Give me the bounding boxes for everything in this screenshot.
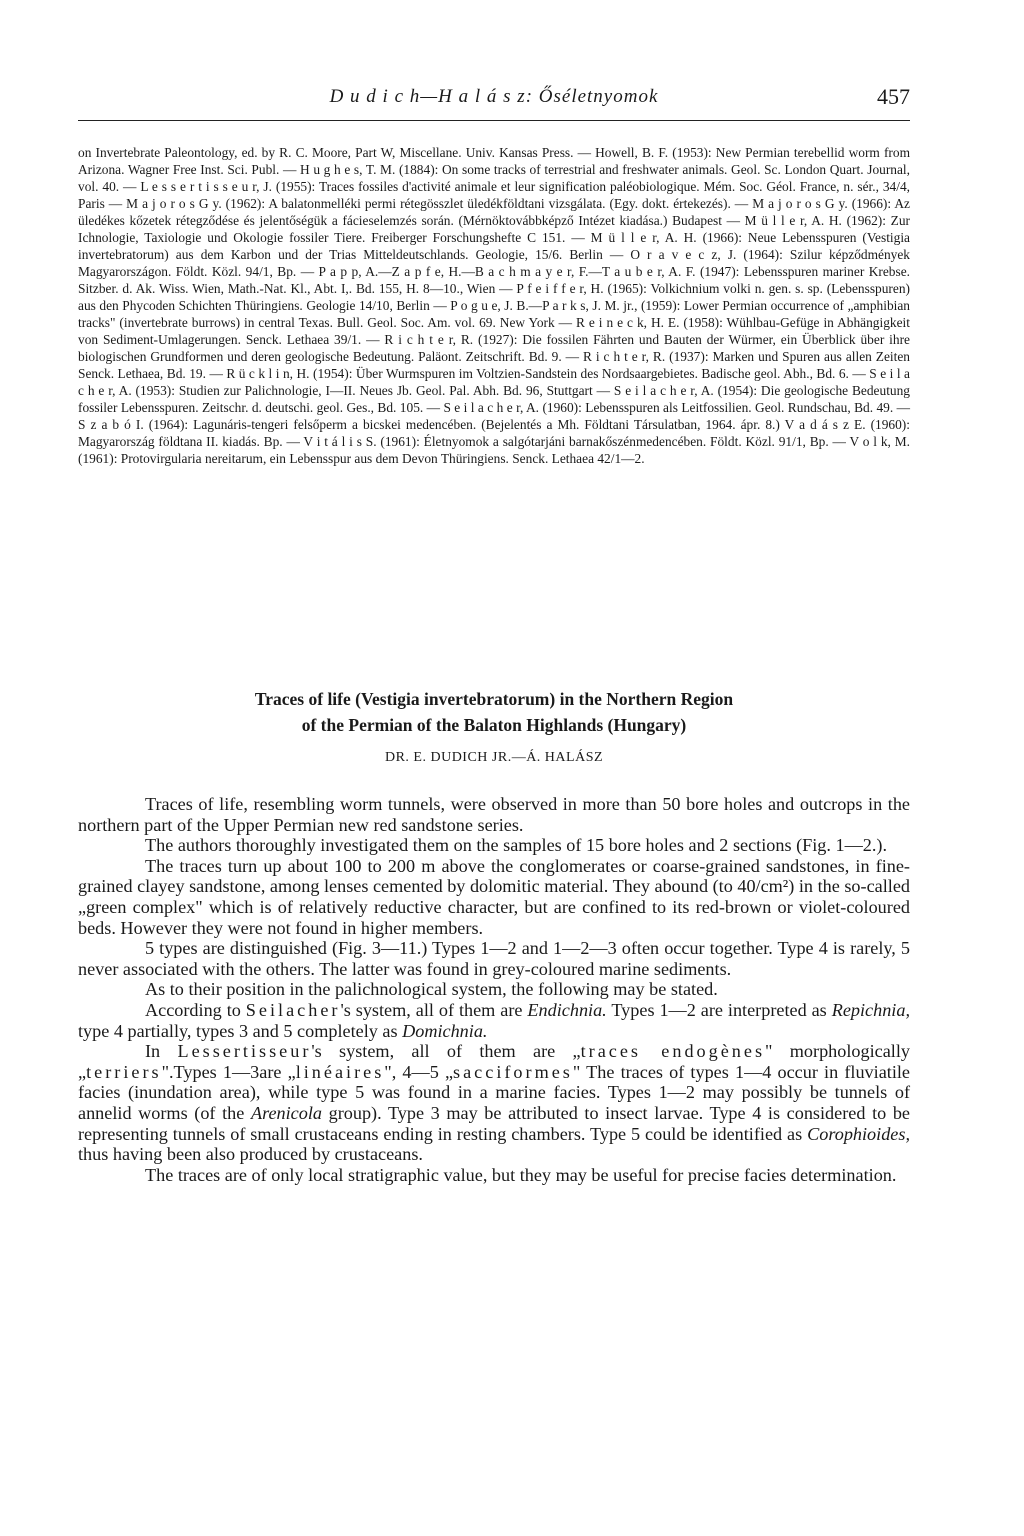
article-title-line-2: of the Permian of the Balaton Highlands (Hungary)	[301, 715, 687, 735]
article-title	[78, 686, 910, 738]
abstract-paragraph-8: The traces are of only local stratigraphic value, but they may be useful for precise facies determination.	[145, 1164, 897, 1185]
term-corophioides: Corophioides,	[807, 1123, 910, 1144]
term-terriers: terriers	[86, 1061, 162, 1082]
abstract-paragraph-2: The authors thoroughly investigated them on the samples of 15 bore holes and 2 sections (Fig. 1—2.).	[145, 835, 888, 856]
text-run: group). Type 3 may be attributed to insect larvae. Type 4 is considered to be representing tunnels of small crustaceans ending in resting chambers. Type 5 could be identified as	[78, 1102, 910, 1144]
text-run: 's system, all of them are	[340, 999, 528, 1020]
text-run: Types 1—2 are interpreted as	[606, 999, 832, 1020]
abstract-paragraph-7	[78, 1041, 910, 1165]
reference-text: on Invertebrate Paleontology, ed. by R. C. Moore, Part W, Miscellane. Univ. Kansas Press. — Howell, B. F. (1953): New Permian terebellid worm from Arizona. Wagner Free Inst. Sci. Publ. — H u g h e s, T. M. (1884): On some tracks of terrestrial and freshwater animals. Geol. Sc. London Quart. Journal, vol. 40. — L e s s e r t i s s e u r, J. (1955): Traces fossiles d'activité animale et leur signification paléobiologique. Mém. Soc. Géol. France, n. sér., 34/4, Paris — M a j o r o s G y. (1962): A balatonmelléki permi rétegösszlet üledékföldtani vizsgálata. (Egy. dokt. értekezés). — M a j o r o s G y. (1966): Az üledékes kőzetek rétegződése és jelentőségük a fácieselemzés során. (Mérnöktovábbképző Intézet kiadása.) Budapest — M ü l l e r, A. H. (1962): Zur Ichnologie, Taxiologie und Okologie fossiler Tiere. Freiberger Forschungshefte C 151. — M ü l l e r, A. H. (1966): Neue Lebensspuren (Vestigia invertebratorum) aus dem Karbon und der Trias Mitteldeutschlands. Geologie, 15/6. Berlin — O r a v e c z, J. (1964): Szilur képződmények Magyarországon. Földt. Közl. 94/1, Bp. — P a p p, A.—Z a p f e, H.—B a c h m a y e r, F.—T a u b e r, A. F. (1947): Lebensspuren mariner Krebse. Sitzber. d. Ak. Wiss. Wien, Math.-Nat. Kl., Abt. I,. Bd. 155, H. 8—10., Wien — P f e i f f e r, H. (1965): Volkichnium volki n. gen. s. sp. (Lebensspuren) aus den Phycoden Schichten Thüringiens. Geologie 14/10, Berlin — P o g u e, J. B.—P a r k s, J. M. jr., (1959): Lower Permian occurrence of „amphibian tracks" (invertebrate burrows) in central Texas. Bull. Geol. Soc. Am. vol. 69. New York — R e i n e c k, H. E. (1958): Wühlbau-Gefüge in Abhängigkeit von Sediment-Umlagerungen. Senck. Lethaea 39/1. — R i c h t e r, R. (1927): Die fossilen Fährten und Bauten der Würmer, ein Überblick über ihre biologischen Grundformen und deren geologische Bedeutung. Paläont. Zeitschrift. Bd. 9. — R i c h t e r, R. (1937): Marken und Spuren aus allen Zeiten Senck. Lethaea, Bd. 19. — R ü c k l i n, H. (1954): Über Wurmspuren im Voltzien-Sandstein des Nordsaargebietes. Badische geol. Abh., Bd. 6. — S e i l a c h e r, A. (1953): Studien zur Palichnologie, I—II. Neues Jb. Geol. Pal. Abh. Bd. 96, Stuttgart — S e i l a c h e r, A. (1954): Die geologische Bedeutung fossiler Lebensspuren. Zeitschr. d. deutschi. geol. Ges., Bd. 105. — S e i l a c h e r, A. (1960): Lebensspuren als Leitfossilien. Geol. Rundschau, Bd. 49. — S z a b ó I. (1964): Lagunáris-tengeri felsőperm a bicskei medencében. (Bejelentés a Mh. Földtani Társulatban, 1964. ápr. 8.) V a d á s z E. (1960): Magyarország földtana II. kiadás. Bp. — V i t á l i s S. (1961): Életnyomok a salgótarjáni barnakőszénmedencében. Földt. Közl. 91/1, Bp. — V o l k, M. (1961): Protovirgularia nereitarum, ein Lebensspur aus dem Devon Thüringiens. Senck. Lethaea 42/1—2.	[78, 145, 910, 466]
abstract-paragraph-3: The traces turn up about 100 to 200 m above the conglomerates or coarse-grained sandstones, in fine-grained clayey sandstone, among lenses cemented by dolomitic material. They abound (to 40/cm²) in the so-called „green complex" which is of relatively reductive character, but are confined to its red-brown or violet-coloured beds. However they were not found in higher members.	[78, 855, 910, 938]
term-repichnia: Repichnia,	[831, 999, 910, 1020]
text-run: ".Types 1—3are „	[161, 1061, 296, 1082]
abstract-paragraph-4: 5 types are distinguished (Fig. 3—11.) Types 1—2 and 1—2—3 often occur together. Type 4 is rarely, 5 never associated with the others. The latter was found in grey-coloured marine sediments.	[78, 938, 910, 979]
term-endichnia: Endichnia.	[527, 999, 607, 1020]
term-traces-endogenes: traces endogènes	[580, 1041, 766, 1062]
text-run: According to	[145, 999, 246, 1020]
text-run: " The traces of types 1—4 occur in fluviatile facies (inundation area), while type 5 was found in a marine facies. Types 1—2 may possibly be tunnels of annelid worms (of the	[78, 1061, 911, 1123]
term-lineaires: linéaires	[295, 1061, 385, 1082]
text-run: thus having been also produced by crustaceans.	[78, 1144, 423, 1165]
term-sacciformes: sacciformes	[453, 1061, 573, 1082]
text-run: 's system, all of them are „	[311, 1041, 581, 1062]
text-run: ", 4—5 „	[384, 1061, 454, 1082]
running-title: D u d i c h—H a l á s z: Őséletnyomok	[329, 86, 659, 107]
term-arenicola: Arenicola	[250, 1102, 322, 1123]
text-run: " morphologically „	[78, 1041, 910, 1082]
reference-list	[78, 144, 910, 467]
text-run: In	[145, 1041, 178, 1062]
text-run: type 4 partially, types 3 and 5 completely as	[78, 1020, 403, 1041]
running-header	[78, 86, 910, 121]
abstract	[78, 794, 910, 1185]
abstract-paragraph-6	[78, 1000, 910, 1041]
article-authors: DR. E. DUDICH JR.—Á. HALÁSZ	[384, 750, 604, 765]
abstract-paragraph-5: As to their position in the palichnological system, the following may be stated.	[145, 979, 718, 1000]
author-name-lessertisseur: Lessertisseur	[177, 1041, 312, 1062]
article-title-line-1: Traces of life (Vestigia invertebratorum) in the Northern Region	[254, 689, 734, 709]
page-number: 457	[877, 84, 910, 109]
term-domichnia: Domichnia.	[402, 1020, 488, 1041]
abstract-paragraph-1: Traces of life, resembling worm tunnels, were observed in more than 50 bore holes and outcrops in the northern part of the Upper Permian new red sandstone series.	[78, 794, 910, 835]
author-name-seilacher: Seilacher	[245, 999, 341, 1020]
